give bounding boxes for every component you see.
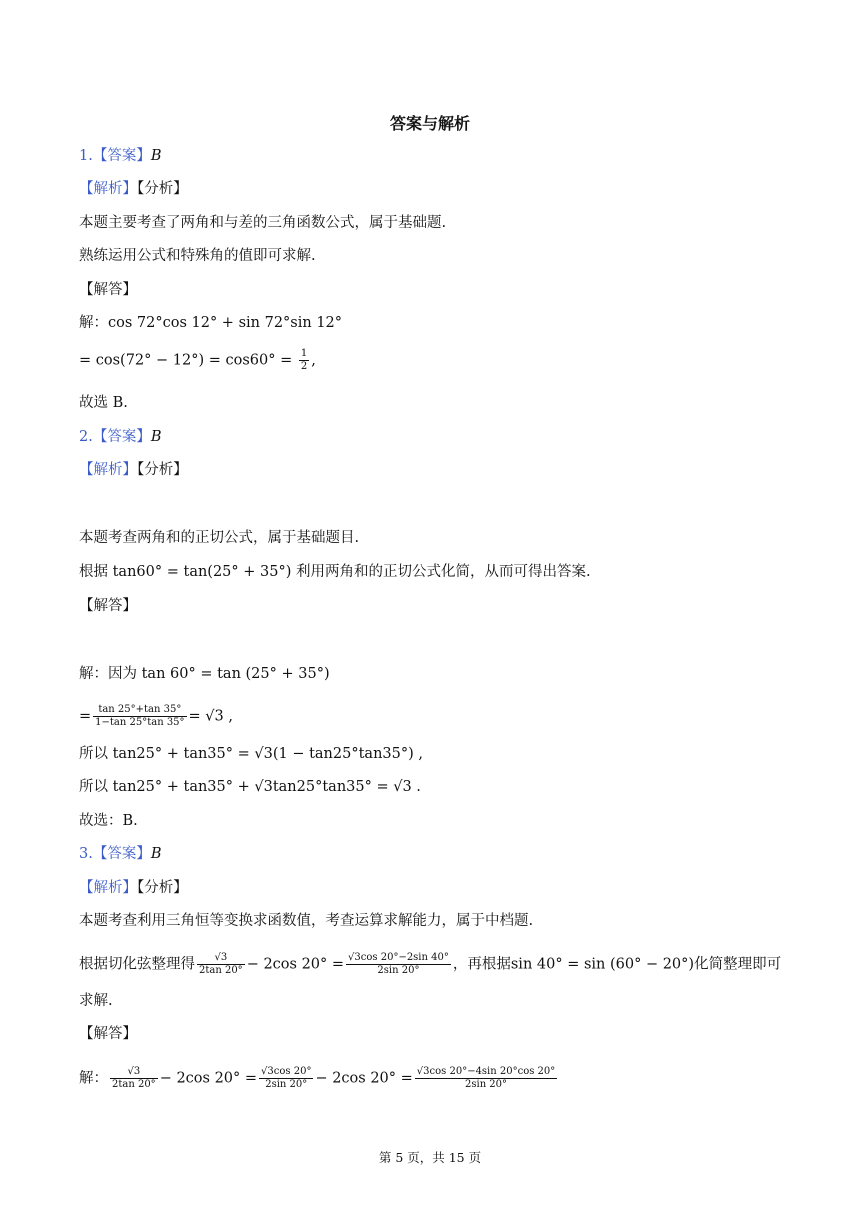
q3-solve-tag: 【解答】	[79, 1026, 137, 1042]
q3-sol-mid2: − 2cos 20° =	[315, 1070, 413, 1087]
q3-answer-tag: 【答案】	[92, 846, 151, 862]
fraction-numerator: √3	[197, 952, 245, 965]
q3-sol-fraction-2	[259, 1066, 313, 1091]
q1-half-fraction	[299, 348, 309, 373]
q2-fenxi-tag: 【分析】	[137, 462, 188, 478]
q2-conclusion: 故选：B.	[79, 813, 138, 829]
q3-number: 3.	[79, 846, 93, 862]
fraction-numerator: 1	[300, 348, 308, 359]
q2-tan-fraction	[93, 704, 186, 729]
q2-analysis-tags	[79, 460, 188, 480]
q1-solve-tag: 【解答】	[79, 282, 137, 298]
fraction-numerator: √3cos 20°	[261, 1066, 312, 1077]
page-title: 答案与解析	[389, 114, 470, 133]
q3-solution-1	[79, 1066, 559, 1091]
q3-analysis-tags	[79, 878, 188, 898]
q2-solution-2	[79, 704, 233, 729]
q1-sol2-text: = cos(72° − 12°) = cos60° =	[79, 352, 297, 369]
q3-jiexi-tag: 【解析】	[79, 880, 137, 896]
q1-fenxi-tag: 【分析】	[137, 181, 188, 197]
q2-analysis-2: 根据 tan60° = tan(25° + 35°) 利用两角和的正切公式化简，从而可得出答案.	[79, 564, 591, 580]
q2-solution-1: 解：因为 tan 60° = tan (25° + 35°)	[79, 666, 330, 682]
q2-solution-4: 所以 tan25° + tan35° + √3tan25°tan35° = √3 .	[79, 779, 421, 795]
q1-solution-1: 解：cos 72°cos 12° + sin 72°sin 12°	[79, 315, 343, 331]
fraction-numerator: √3cos 20°−2sin 40°	[348, 952, 449, 963]
q2-jiexi-tag: 【解析】	[79, 462, 137, 478]
q3-sol-fraction-1	[110, 1066, 158, 1091]
fraction-numerator: √3	[110, 1066, 158, 1079]
q1-analysis-tags	[79, 179, 188, 199]
q3-analysis-3: 求解.	[79, 993, 113, 1009]
q1-sol2-end: ,	[311, 352, 316, 369]
q1-answer: B	[150, 148, 162, 164]
q3-analysis-2	[79, 952, 781, 977]
q1-conclusion: 故选 B.	[79, 395, 128, 411]
q3-an2-suffix: ，再根据sin 40° = sin (60° − 20°)化简整理即可	[452, 956, 782, 973]
fraction-denominator: 1−tan 25°tan 35°	[95, 717, 185, 728]
q1-answer-tag: 【答案】	[92, 148, 151, 164]
q1-number: 1.	[79, 148, 93, 164]
q1-analysis-2: 熟练运用公式和特殊角的值即可求解.	[79, 248, 316, 264]
fraction-denominator: 2sin 20°	[465, 1079, 508, 1090]
q3-an2-mid: − 2cos 20° =	[246, 956, 345, 973]
q2-solve-tag: 【解答】	[79, 598, 137, 614]
page-footer: 第 5 页，共 15 页	[378, 1150, 482, 1165]
q1-solution-2	[79, 348, 316, 373]
q2-analysis-1: 本题考查两角和的正切公式，属于基础题目.	[79, 530, 360, 546]
q3-answer: B	[150, 846, 162, 862]
fraction-numerator: √3cos 20°−4sin 20°cos 20°	[416, 1066, 556, 1077]
q3-an2-prefix: 根据切化弦整理得	[79, 956, 195, 973]
q3-sol-prefix: 解：	[79, 1070, 108, 1087]
q3-sol-fraction-3	[415, 1066, 557, 1091]
q2-answer-tag: 【答案】	[92, 429, 151, 445]
q2-number: 2.	[79, 429, 93, 445]
q3-fenxi-tag: 【分析】	[137, 880, 188, 896]
q3-analysis-1: 本题考查利用三角恒等变换求函数值，考查运算求解能力，属于中档题.	[79, 913, 534, 929]
q1-jiexi-tag: 【解析】	[79, 181, 137, 197]
fraction-denominator: 2sin 20°	[265, 1079, 308, 1090]
q1-analysis-1: 本题主要考查了两角和与差的三角函数公式，属于基础题.	[79, 215, 447, 231]
fraction-denominator: 2	[300, 361, 308, 372]
q3-answer-line	[79, 844, 162, 864]
q3-an2-fraction-1	[197, 952, 245, 977]
fraction-denominator: 2tan 20°	[112, 1079, 156, 1090]
q2-sol2-prefix: =	[79, 708, 92, 725]
fraction-denominator: 2sin 20°	[377, 965, 420, 976]
q1-answer-line	[79, 146, 162, 166]
fraction-denominator: 2tan 20°	[199, 965, 243, 976]
q2-sol2-end: = √3 ,	[188, 708, 233, 725]
q3-sol-mid1: − 2cos 20° =	[159, 1070, 258, 1087]
fraction-numerator: tan 25°+tan 35°	[93, 704, 186, 717]
q2-solution-3: 所以 tan25° + tan35° = √3(1 − tan25°tan35°) ,	[79, 746, 423, 762]
q2-answer: B	[150, 429, 162, 445]
q2-answer-line	[79, 427, 162, 447]
q3-an2-fraction-2	[346, 952, 451, 977]
